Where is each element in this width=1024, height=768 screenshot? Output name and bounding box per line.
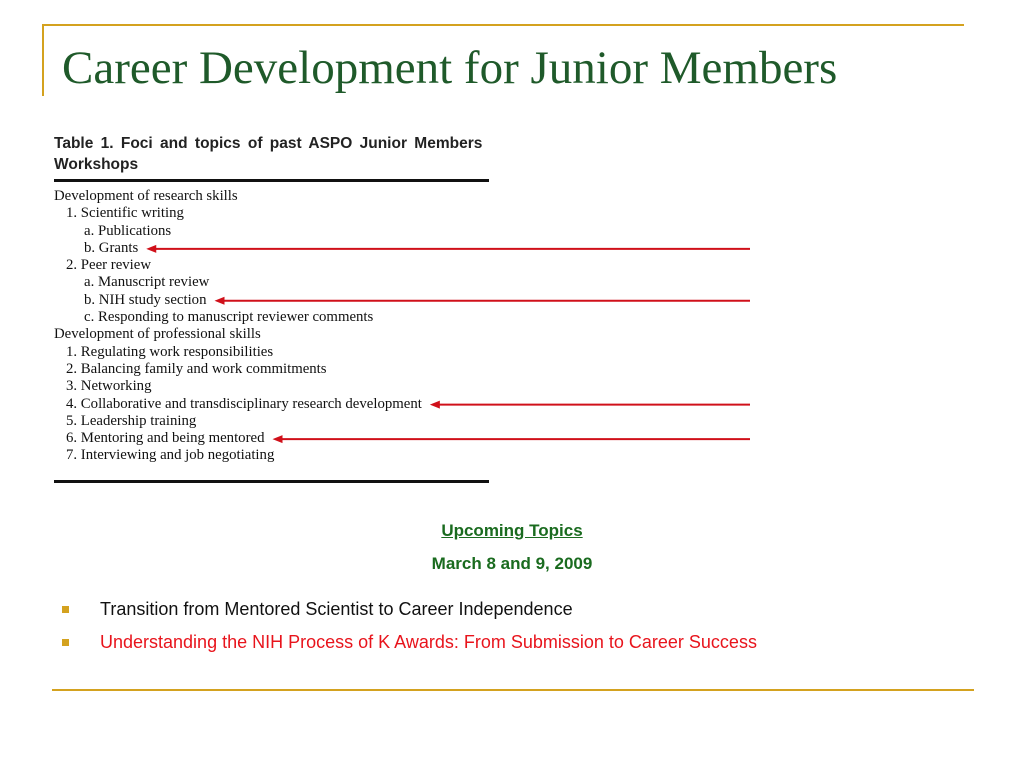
table-row-label: 3. Networking (66, 378, 152, 395)
square-bullet-icon (62, 639, 69, 646)
table-row (54, 361, 514, 378)
table-row (54, 292, 514, 309)
table-row-label: c. Responding to manuscript reviewer comments (84, 309, 374, 326)
table-row (54, 223, 514, 240)
bottom-accent-rule (52, 689, 974, 691)
table-top-rule (54, 179, 489, 182)
table-row (54, 396, 514, 413)
slide-title: Career Development for Junior Members (62, 42, 838, 94)
table-caption (54, 133, 554, 175)
table-row-label: Development of professional skills (54, 326, 261, 343)
table-row (54, 430, 514, 447)
table-row (54, 274, 514, 291)
table-row-label: 1. Scientific writing (66, 205, 184, 222)
table-row (54, 240, 514, 257)
table-row-label: b. NIH study section (84, 291, 207, 308)
table-row-label: 2. Balancing family and work commitments (66, 360, 327, 377)
table-bottom-rule (54, 480, 489, 483)
table-caption-line2: Workshops (54, 156, 139, 173)
table-row (54, 447, 514, 464)
table-row (54, 378, 514, 395)
table-row-label: 7. Interviewing and job negotiating (66, 447, 275, 464)
table-row-label: 4. Collaborative and transdisciplinary research development (66, 395, 422, 412)
bullet-text: Transition from Mentored Scientist to Career Independence (100, 599, 573, 619)
table-row-label: 6. Mentoring and being mentored (66, 430, 265, 447)
bullet-text: Understanding the NIH Process of K Awards: From Submission to Career Success (100, 632, 757, 652)
table-row-label: 2. Peer review (66, 257, 152, 274)
table-row (54, 344, 514, 361)
table-row-label: a. Publications (84, 222, 172, 239)
table-row-label: b. Grants (84, 239, 139, 256)
table-row (54, 413, 514, 430)
table-row (54, 326, 514, 343)
table-row-label: 1. Regulating work responsibilities (66, 343, 274, 360)
left-accent-rule (42, 24, 44, 96)
table-row (54, 188, 514, 205)
table-row-label: Development of research skills (54, 188, 238, 204)
table-row (54, 205, 514, 222)
top-accent-rule (42, 24, 964, 26)
upcoming-topics-heading: Upcoming Topics (441, 521, 583, 540)
table-row (54, 309, 514, 326)
topics-table (54, 188, 514, 465)
table-row-label: 5. Leadership training (66, 412, 197, 429)
table-row (54, 257, 514, 274)
table-row-label: a. Manuscript review (84, 274, 210, 291)
upcoming-topics-date: March 8 and 9, 2009 (431, 554, 593, 573)
square-bullet-icon (62, 606, 69, 613)
table-caption-line1: Table 1. Foci and topics of past ASPO Junior Members (54, 135, 483, 152)
